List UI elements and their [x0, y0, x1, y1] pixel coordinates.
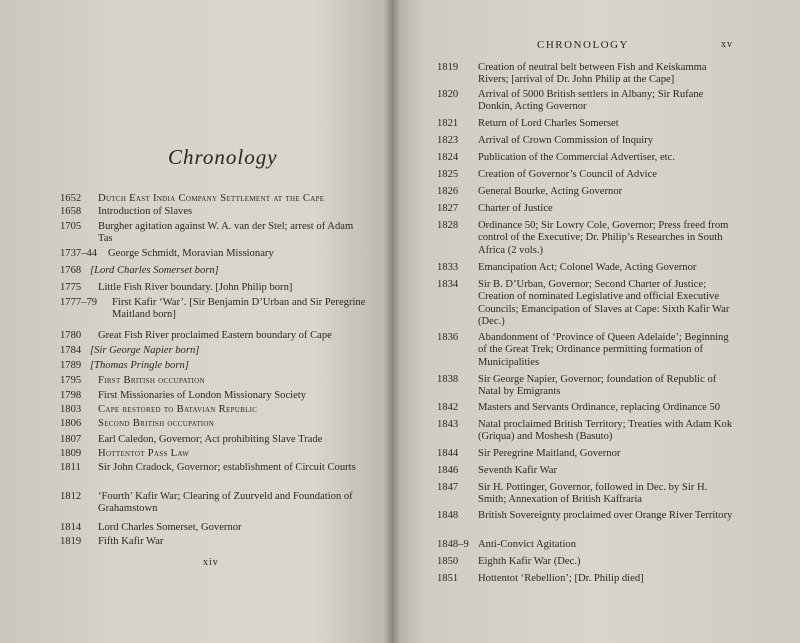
chronology-entry [60, 360, 370, 372]
chronology-entry [60, 248, 370, 260]
chronology-entry [437, 186, 737, 198]
chronology-entry [437, 135, 737, 147]
chronology-entry [60, 330, 370, 342]
entry-year: 1851 [437, 573, 459, 584]
chronology-entry [437, 465, 737, 477]
chronology-entry [60, 491, 370, 516]
entry-text: George Schmidt, Moravian Missionary [108, 248, 274, 259]
entry-year: 1658 [60, 206, 82, 217]
entry-text: Arrival of Crown Commission of Inquiry [478, 135, 654, 146]
entry-text: Sir B. D’Urban, Governor; Second Charter of Justice; Creation of nominated Legislative and official Executive Councils; Emancipation of Slaves at Cape: Sixth Kafir War (Dec.) [478, 279, 730, 328]
entry-year: 1809 [60, 448, 82, 459]
entry-year: 1784 [60, 345, 82, 356]
chronology-entry [437, 402, 737, 414]
entry-text: [Sir George Napier born] [90, 345, 200, 356]
entry-text: First Kafir ‘War’. [Sir Benjamin D’Urban and Sir Peregrine Maitland born] [112, 297, 366, 321]
entry-text: Eighth Kafir War (Dec.) [478, 556, 581, 567]
entry-text: [Thomas Pringle born] [90, 360, 189, 371]
entry-year: 1825 [437, 169, 459, 180]
page-number-right: xv [721, 39, 733, 50]
entry-year: 1844 [437, 448, 459, 459]
chronology-entry [437, 279, 737, 329]
chronology-entry [437, 220, 737, 257]
entry-text: Anti-Convict Agitation [478, 539, 576, 550]
chronology-entry [60, 448, 370, 460]
chronology-entry [437, 89, 737, 114]
entry-year: 1803 [60, 404, 82, 415]
entry-text: First British occupation [98, 375, 205, 386]
entry-text: Creation of Governor’s Council of Advice [478, 169, 657, 180]
entry-year: 1826 [437, 186, 459, 197]
chronology-entry [437, 118, 737, 130]
entry-year: 1820 [437, 89, 459, 100]
entry-text: Cape restored to Batavian Republic [98, 404, 258, 415]
chronology-entry [437, 573, 737, 585]
entry-year: 1843 [437, 419, 459, 430]
chronology-entry [437, 374, 737, 399]
entry-year: 1821 [437, 118, 459, 129]
chronology-entry [60, 462, 370, 474]
chronology-entry [60, 221, 370, 246]
entry-year: 1789 [60, 360, 82, 371]
chronology-entry [437, 62, 737, 87]
chronology-entry [437, 419, 737, 444]
entry-year: 1795 [60, 375, 82, 386]
entry-text: Burgher agitation against W. A. van der Stel; arrest of Adam Tas [98, 221, 354, 245]
entry-text: Hottentot ‘Rebellion’; [Dr. Philip died] [478, 573, 644, 584]
entry-year: 1811 [60, 462, 81, 473]
entry-text: Earl Caledon, Governor; Act prohibiting Slave Trade [98, 434, 323, 445]
chronology-entry [437, 556, 737, 568]
entry-text: Sir George Napier, Governor; foundation of Republic of Natal by Emigrants [478, 374, 717, 398]
entry-text: Emancipation Act; Colonel Wade, Acting Governor [478, 262, 697, 273]
entry-text: Lord Charles Somerset, Governor [98, 522, 242, 533]
chronology-entry [60, 536, 370, 548]
entry-text: Creation of neutral belt between Fish and Keiskamma Rivers; [arrival of Dr. John Philip at the Cape] [478, 62, 707, 86]
entry-year: 1848–9 [437, 539, 469, 550]
entry-year: 1848 [437, 510, 459, 521]
entry-year: 1819 [437, 62, 459, 73]
entry-year: 1846 [437, 465, 459, 476]
entry-text: Sir John Cradock, Governor; establishment of Circuit Courts [98, 462, 356, 473]
chronology-entry [437, 448, 737, 460]
chronology-entry [437, 262, 737, 274]
chronology-entry [437, 152, 737, 164]
entry-year: 1823 [437, 135, 459, 146]
entry-year: 1850 [437, 556, 459, 567]
chronology-entry [437, 482, 737, 507]
entry-text: Introduction of Slaves [98, 206, 193, 217]
chapter-title: Chronology [168, 145, 278, 169]
entry-text: ‘Fourth’ Kafir War; Clearing of Zuurveld and Foundation of Grahamstown [98, 491, 353, 515]
entry-year: 1838 [437, 374, 459, 385]
chronology-entry [437, 510, 737, 522]
entry-year: 1834 [437, 279, 459, 290]
chronology-entry [60, 206, 370, 218]
entry-text: Natal proclaimed British Territory; Treaties with Adam Kok (Griqua) and Moshesh (Basuto) [478, 419, 733, 443]
chronology-entry [60, 404, 370, 416]
entry-year: 1777–79 [60, 297, 98, 308]
chronology-entry [437, 203, 737, 215]
entry-text: Hottentot Pass Law [98, 448, 190, 459]
entry-text: Dutch East India Company Settlement at the Cape [98, 193, 325, 204]
chronology-entry [60, 345, 370, 357]
chronology-entry [60, 418, 370, 430]
entry-text: General Bourke, Acting Governor [478, 186, 623, 197]
book-gutter [384, 0, 400, 643]
entry-text: Charter of Justice [478, 203, 553, 214]
entry-text: Ordinance 50; Sir Lowry Cole, Governor; Press freed from control of the Executive; Dr. Philip’s Researches in South Africa (2 vols.) [478, 220, 729, 256]
entry-text: Publication of the Commercial Advertiser, etc. [478, 152, 675, 163]
entry-year: 1847 [437, 482, 459, 493]
entry-year: 1780 [60, 330, 82, 341]
chronology-entry [60, 434, 370, 446]
entry-year: 1827 [437, 203, 459, 214]
entry-text: British Sovereignty proclaimed over Orange River Territory [478, 510, 733, 521]
entry-year: 1737–44 [60, 248, 98, 259]
entry-year: 1836 [437, 332, 459, 343]
entry-text: Masters and Servants Ordinance, replacing Ordinance 50 [478, 402, 721, 413]
entry-year: 1768 [60, 265, 82, 276]
entry-year: 1807 [60, 434, 82, 445]
entry-text: Arrival of 5000 British settlers in Albany; Sir Rufane Donkin, Acting Governor [478, 89, 704, 113]
chronology-entry [60, 522, 370, 534]
entry-text: Little Fish River boundary. [John Philip born] [98, 282, 293, 293]
entry-text: First Missionaries of London Missionary Society [98, 390, 307, 401]
chronology-entry [60, 193, 370, 205]
chronology-entry [60, 282, 370, 294]
chronology-entry [437, 169, 737, 181]
entry-text: Fifth Kafir War [98, 536, 164, 547]
entry-year: 1824 [437, 152, 459, 163]
entry-text: Sir H. Pottinger, Governor, followed in Dec. by Sir H. Smith; Annexation of British Kaffraria [478, 482, 708, 506]
entry-text: Great Fish River proclaimed Eastern boundary of Cape [98, 330, 332, 341]
entry-year: 1652 [60, 193, 82, 204]
entry-year: 1814 [60, 522, 82, 533]
running-head: CHRONOLOGY [537, 39, 629, 51]
chronology-entry [60, 265, 370, 277]
entry-year: 1819 [60, 536, 82, 547]
entry-year: 1842 [437, 402, 459, 413]
entry-year: 1798 [60, 390, 82, 401]
entry-year: 1812 [60, 491, 82, 502]
entry-year: 1806 [60, 418, 82, 429]
entry-text: Return of Lord Charles Somerset [478, 118, 619, 129]
page-number-left: xiv [203, 557, 219, 568]
entry-text: Second British occupation [98, 418, 215, 429]
chronology-entry [437, 332, 737, 369]
entry-text: Sir Peregrine Maitland, Governor [478, 448, 621, 459]
entry-text: [Lord Charles Somerset born] [90, 265, 219, 276]
entry-year: 1833 [437, 262, 459, 273]
entry-text: Seventh Kafir War [478, 465, 557, 476]
entry-text: Abandonment of ‘Province of Queen Adelaide’; Beginning of the Great Trek; Ordinance permitting formation of Municipalities [478, 332, 729, 368]
entry-year: 1775 [60, 282, 82, 293]
chronology-entry [60, 375, 370, 387]
entry-year: 1705 [60, 221, 82, 232]
chronology-entry [60, 297, 370, 322]
chronology-entry [437, 539, 737, 551]
entry-year: 1828 [437, 220, 459, 231]
chronology-entry [60, 390, 370, 402]
